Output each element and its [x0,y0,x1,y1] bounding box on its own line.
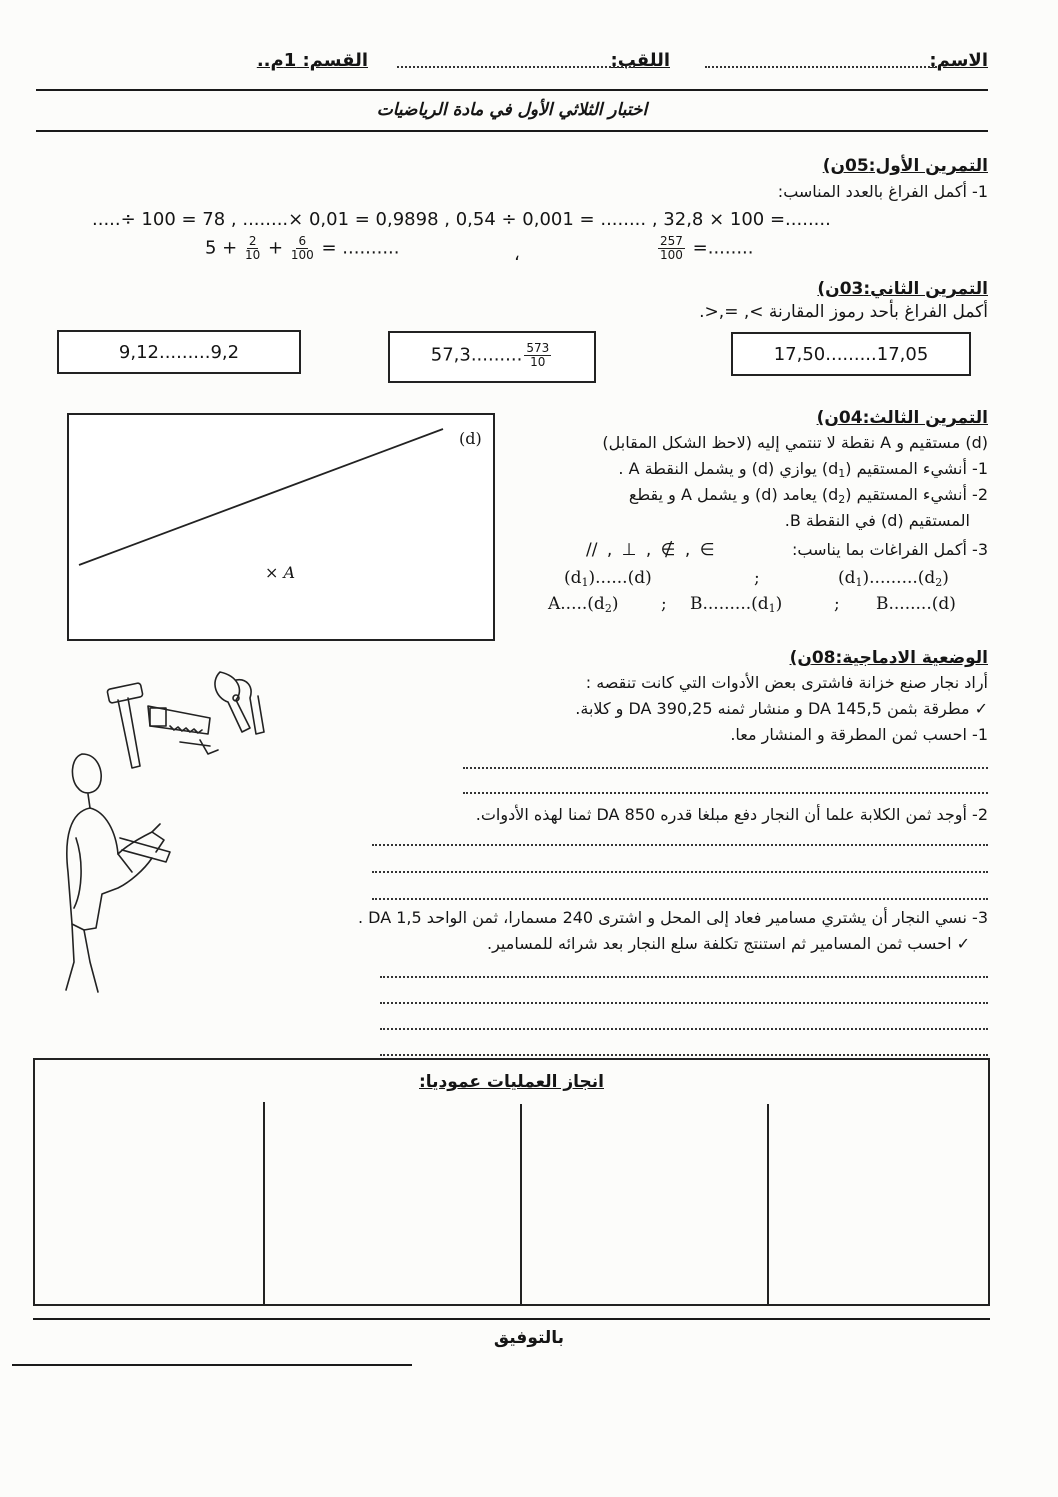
operations-divider-2 [520,1104,522,1306]
fill-d1-d2: $(d_1).........(d_2)$ [838,568,949,589]
ex1-line1: .....÷ 100 = 78 , ........× 0,01 = 0,9898 , 0,54 ÷ 0,001 = ........ , 32,8 × 100 =........ [92,209,831,230]
ex1-plus: + [268,237,284,259]
ex3-q3: 3- أكمل الفراغات بما يناسب: [792,540,988,559]
compare-box-2-frac: $\frac{573}{10}$ [526,341,550,369]
operations-divider-1 [263,1102,265,1306]
ex3-title: التمرين الثالث:04ن) [816,408,988,428]
saw-icon [148,706,210,734]
line-d [79,429,443,565]
carpenter-figure [66,754,170,992]
answer-line-8[interactable] [380,1028,988,1030]
ex1-instruction: 1- أكمل الفراغ بالعدد المناسب: [777,182,988,201]
fill-a-d2: $A.....(d_2)$ [548,594,619,615]
header-rule-top [36,89,988,91]
header-rule-bottom [36,130,988,132]
operations-divider-3 [767,1104,769,1306]
answer-line-5[interactable] [372,898,988,900]
fill-b-d: B........(d) [876,594,956,614]
ex1-frac3: $\frac{257}{100}$ [660,234,683,262]
pliers-icon [215,672,264,734]
ex3-q1: 1- أنشيء المستقيم $(d_1)$ يوازي (d) و يشمل النقطة A . [618,459,988,480]
name-label: الاسم: [929,50,988,71]
integ-q3: 3- نسي النجار أن يشتري مسامير فعاد إلى المحل و اشترى 240 مسمارا، ثمن الواحد 1,5 DA . [358,908,988,927]
integ-q3-item: ✓ احسب ثمن المسامير ثم استنتج تكلفة سلع النجار بعد شرائه للمسامير. [487,934,970,953]
answer-line-1[interactable] [463,767,988,769]
integ-intro: أراد نجار صنع خزانة فاشترى بعض الأدوات التي كانت تنقصه : [585,673,988,692]
ex2-instruction: أكمل الفراغ بأحد رموز المقارنة >, =,<. [699,302,988,322]
ex1-frac1: $\frac{2}{10}$ [245,234,261,262]
closing-text: بالتوفيق [493,1328,565,1348]
ex1-frac2: $\frac{6}{100}$ [290,234,314,262]
carpenter-illustration [60,662,280,994]
geometry-figure [67,413,495,641]
ex3-q2-line2: المستقيم (d) في النقطة B. [784,511,970,530]
operations-title: انجاز العمليات عموديا: [419,1072,604,1092]
name-field[interactable] [705,66,937,68]
footer-rule [33,1318,990,1320]
ex1-line2-suffix: = .......... [321,237,400,259]
integ-q1: 1- احسب ثمن المطرقة و المنشار معا. [730,725,988,744]
surname-field[interactable] [397,66,635,68]
compare-box-2 [388,331,596,383]
hammer-icon [107,683,143,768]
compare-box-1-text: 9,12.........9,2 [118,342,240,363]
fill-b-d1: $B.........(d_1)$ [690,594,783,615]
answer-line-4[interactable] [372,871,988,873]
ex1-line2-frac3 [656,235,754,262]
integ-title: الوضعية الادماجية:08ن) [789,648,988,668]
ex1-line2-prefix: 5 + [205,237,238,259]
pincers-icon [180,740,218,754]
exam-title: اختبار الثلاثي الأول في مادة الرياضيات [376,100,648,120]
class-label: القسم: 1م.. [256,50,368,71]
answer-line-2[interactable] [463,792,988,794]
fill-d1-d: $(d_1)......(d)$ [564,568,652,589]
line-d-label: (d) [459,429,482,448]
compare-box-1 [57,330,301,374]
fill-semicolon-2: ; [661,594,667,614]
ex1-line2 [205,235,400,262]
answer-line-7[interactable] [380,1002,988,1004]
fill-semicolon-3: ; [834,594,840,614]
ex1-comma: ، [514,244,520,265]
answer-line-3[interactable] [372,844,988,846]
answer-line-9[interactable] [380,1054,988,1056]
compare-box-3 [731,332,971,376]
ex3-intro: (d) مستقيم و A نقطة لا تنتمي إليه (لاحظ الشكل المقابل) [602,433,988,452]
line-d-svg [69,415,493,639]
integ-item: ✓ مطرقة بثمن 145,5 DA و منشار ثمنه 390,25 DA و كلابة. [575,699,988,718]
compare-box-3-text: 17,50.........17,05 [773,344,929,365]
integ-q2: 2- أوجد ثمن الكلابة علما أن النجار دفع مبلغا قدره 850 DA ثمنا لهذه الأدوات. [475,805,988,824]
ex3-q2: 2- أنشيء المستقيم $(d_2)$ يعامد (d) و يشمل A و يقطع [628,485,988,506]
ex3-symbols: // , ⊥ , ∉ , ∈ [586,540,715,560]
point-a: × A [265,563,296,582]
ex1-frac3-suffix: =........ [692,237,754,259]
ex2-title: التمرين الثاني:03ن) [817,279,988,299]
surname-label: اللقب: [610,50,670,71]
footer-bottom-rule [12,1364,412,1366]
fill-semicolon-1: ; [754,568,760,588]
operations-box[interactable] [33,1058,990,1306]
compare-box-2-prefix: 57,3......... [430,344,523,366]
ex1-title: التمرين الأول:05ن) [822,156,988,176]
compare-box-2-text [390,342,594,369]
answer-line-6[interactable] [380,976,988,978]
